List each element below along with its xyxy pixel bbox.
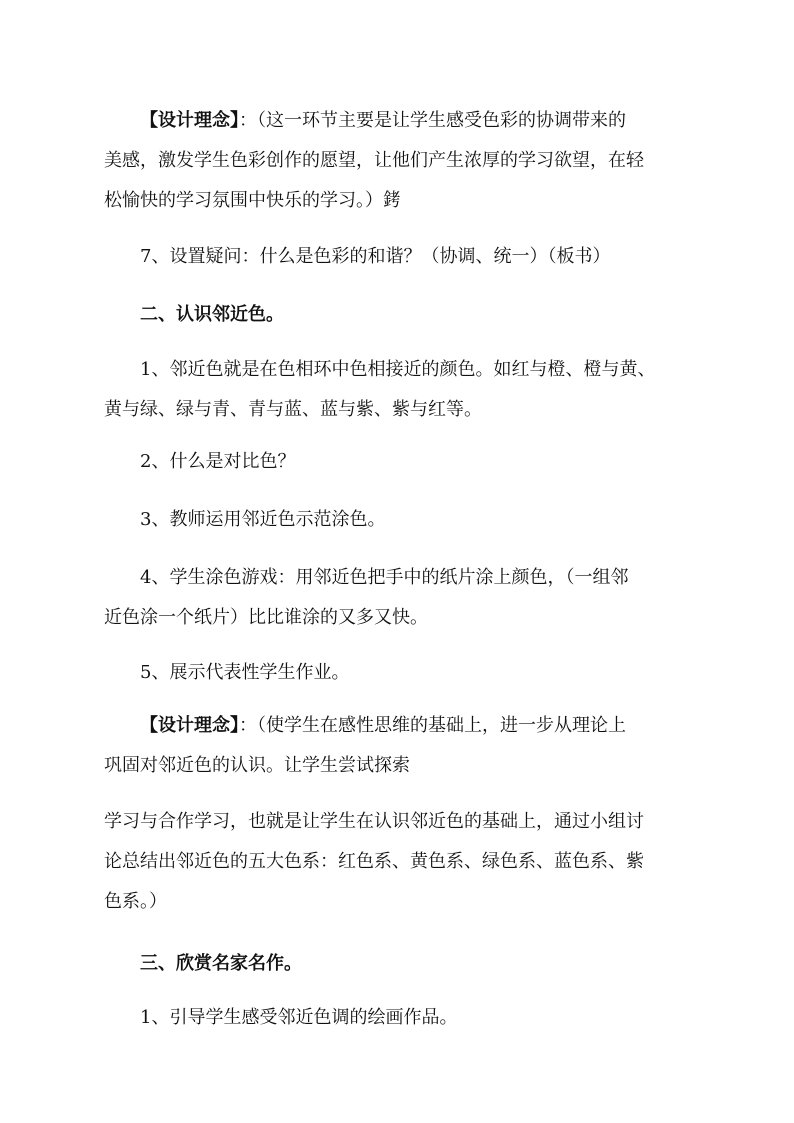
- section-heading-2: 二、认识邻近色。: [140, 304, 284, 325]
- cooperative-learning-paragraph: [104, 802, 704, 922]
- design-concept-label: 【设计理念】: [140, 715, 239, 736]
- paragraph-line: 松愉快的学习氛围中快乐的学习。）銬: [104, 190, 401, 211]
- section-heading-3: 三、欣赏名家名作。: [140, 953, 302, 974]
- paragraph-line: 美感，激发学生色彩创作的愿望，让他们产生浓厚的学习欲望，在轻: [104, 150, 644, 171]
- question-paragraph: 7、设置疑问：什么是色彩的和谐？（协调、统一）（板书）: [140, 246, 611, 267]
- paragraph-text: ：（这一环节主要是让学生感受色彩的协调带来的: [239, 110, 626, 131]
- paragraph-line: 黄与绿、绿与青、青与蓝、蓝与紫、紫与红等。: [104, 399, 482, 420]
- paragraph-line: 4、学生涂色游戏：用邻近色把手中的纸片涂上颜色，（一组邻: [140, 567, 629, 588]
- design-concept-paragraph-2: [104, 706, 704, 786]
- design-concept-paragraph-1: [104, 101, 704, 221]
- paragraph-text: ：（使学生在感性思维的基础上，进一步从理论上: [239, 715, 626, 736]
- adjacent-color-definition: [104, 350, 704, 430]
- paragraph-line: [104, 706, 704, 746]
- design-concept-label: 【设计理念】: [140, 110, 239, 131]
- show-work-paragraph: 5、展示代表性学生作业。: [140, 662, 350, 683]
- paragraph-line: 学习与合作学习，也就是让学生在认识邻近色的基础上，通过小组讨: [104, 811, 644, 832]
- paragraph-line: [104, 101, 704, 141]
- paragraph-line: 1、邻近色就是在色相环中色相接近的颜色。如红与橙、橙与黄、: [140, 359, 656, 380]
- coloring-game-paragraph: [104, 558, 704, 638]
- teacher-demo-paragraph: 3、教师运用邻近色示范涂色。: [140, 509, 386, 530]
- paragraph-line: 论总结出邻近色的五大色系：红色系、黄色系、绿色系、蓝色系、紫: [104, 851, 644, 872]
- contrast-color-question: 2、什么是对比色？: [140, 451, 296, 472]
- paragraph-line: 巩固对邻近色的认识。让学生尝试探索: [104, 755, 410, 776]
- artwork-guidance-paragraph: 1、引导学生感受邻近色调的绘画作品。: [140, 1007, 458, 1028]
- paragraph-line: 近色涂一个纸片）比比谁涂的又多又快。: [104, 607, 428, 628]
- paragraph-line: 色系。）: [104, 891, 167, 912]
